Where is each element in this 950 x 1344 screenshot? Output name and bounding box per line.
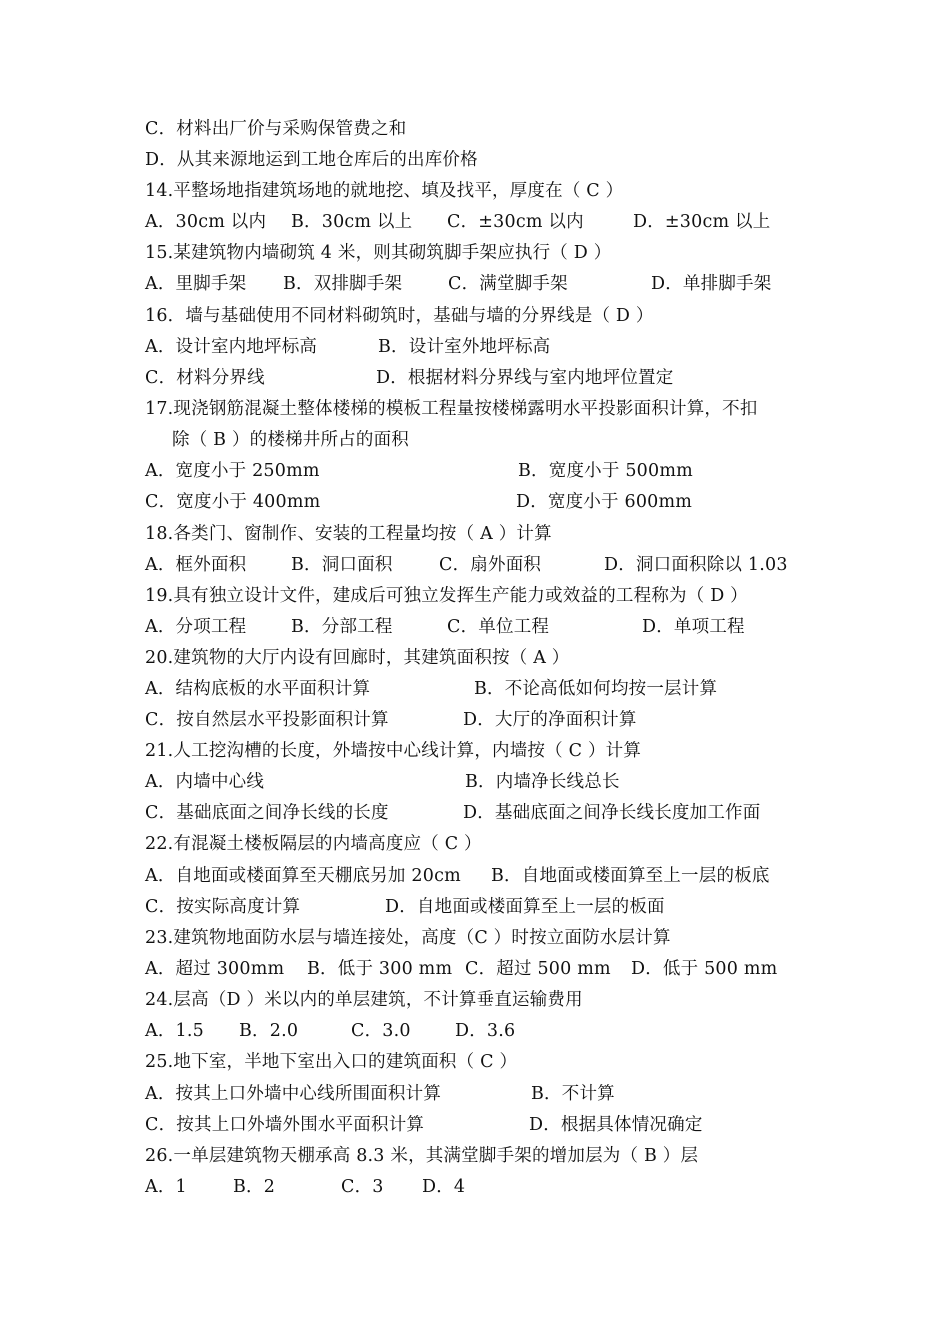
option-b: B．宽度小于 500mm	[518, 461, 693, 481]
option-d: D．单排脚手架	[651, 274, 772, 294]
question-line	[145, 582, 748, 610]
option-c: C．按自然层水平投影面积计算	[145, 710, 389, 730]
option-b: B．2.0	[239, 1021, 299, 1041]
option-d: D．自地面或楼面算至上一层的板面	[385, 897, 665, 917]
question-line	[145, 1048, 517, 1076]
option-a: A．按其上口外墙中心线所围面积计算	[145, 1084, 442, 1104]
option-c: C．单位工程	[447, 617, 550, 637]
question-line	[145, 177, 623, 205]
option-c: C．基础底面之间净长线的长度	[145, 803, 389, 823]
question-line	[145, 737, 641, 765]
option-d: D．根据具体情况确定	[529, 1115, 703, 1135]
text-line	[145, 115, 406, 143]
option-c: C．扇外面积	[439, 555, 542, 575]
option-a: A．里脚手架	[145, 274, 247, 294]
option-a: A．结构底板的水平面积计算	[145, 679, 371, 699]
option-b: B．分部工程	[291, 617, 393, 637]
question-line	[145, 924, 671, 952]
option-c: C．超过 500 mm	[465, 959, 611, 979]
question-text: 24.层高（D ）米以内的单层建筑，不计算垂直运输费用	[145, 990, 583, 1010]
question-line	[145, 1142, 698, 1170]
question-text: 25.地下室，半地下室出入口的建筑面积（ C ）	[145, 1052, 518, 1072]
option-b: B．不论高低如何均按一层计算	[474, 679, 718, 699]
question-line	[145, 239, 611, 267]
question-text: 18.各类门、窗制作、安装的工程量均按（ A ）计算	[145, 524, 552, 544]
option-c: C．满堂脚手架	[448, 274, 568, 294]
option-d: D．大厅的净面积计算	[463, 710, 637, 730]
option-c: C．按其上口外墙外围水平面积计算	[145, 1115, 425, 1135]
option-b: B．低于 300 mm	[307, 959, 453, 979]
option-a: A．1	[145, 1177, 187, 1197]
question-text: 22.有混凝土楼板隔层的内墙高度应（ C ）	[145, 834, 482, 854]
option-a: A．设计室内地坪标高	[145, 337, 318, 357]
option-c: C．±30cm 以内	[447, 212, 584, 232]
option-d: D．低于 500 mm	[631, 959, 778, 979]
question-text: 17.现浇钢筋混凝土整体楼梯的模板工程量按楼梯露明水平投影面积计算，不扣	[145, 399, 758, 419]
question-line	[145, 520, 552, 548]
option-a: A．框外面积	[145, 555, 247, 575]
question-text: 16．墙与基础使用不同材料砌筑时，基础与墙的分界线是（ D ）	[145, 306, 654, 326]
option-a: A．30cm 以内	[145, 212, 267, 232]
question-line	[145, 302, 654, 330]
text-line	[145, 146, 478, 174]
option-d: D．单项工程	[642, 617, 745, 637]
option-d: D．洞口面积除以 1.03	[604, 555, 788, 575]
question-line	[145, 395, 758, 423]
option-a: A．宽度小于 250mm	[145, 461, 320, 481]
option-b: B．双排脚手架	[283, 274, 403, 294]
option-c: C．材料分界线	[145, 368, 265, 388]
line-text: C．材料出厂价与采购保管费之和	[145, 119, 407, 139]
question-line	[145, 986, 583, 1014]
option-a: A．分项工程	[145, 617, 247, 637]
option-b: B．2	[233, 1177, 276, 1197]
option-b: B．自地面或楼面算至上一层的板底	[491, 866, 770, 886]
option-d: D．±30cm 以上	[633, 212, 771, 232]
question-line	[145, 830, 482, 858]
option-c: C．按实际高度计算	[145, 897, 301, 917]
option-d: D．根据材料分界线与室内地坪位置定	[376, 368, 674, 388]
question-continuation	[172, 426, 409, 454]
option-c: C．3.0	[351, 1021, 411, 1041]
question-text: 14.平整场地指建筑场地的就地挖、填及找平，厚度在（ C ）	[145, 181, 624, 201]
option-b: B．30cm 以上	[291, 212, 413, 232]
option-d: D．3.6	[455, 1021, 516, 1041]
option-c: C．宽度小于 400mm	[145, 492, 321, 512]
option-d: D．4	[422, 1177, 466, 1197]
option-a: A．内墙中心线	[145, 772, 265, 792]
option-b: B．内墙净长线总长	[465, 772, 620, 792]
option-a: A．自地面或楼面算至天棚底另加 20cm	[145, 866, 461, 886]
option-a: A．超过 300mm	[145, 959, 285, 979]
question-line	[145, 644, 570, 672]
option-b: B．设计室外地坪标高	[378, 337, 551, 357]
option-d: D．宽度小于 600mm	[516, 492, 693, 512]
question-text: 除（ B ）的楼梯井所占的面积	[172, 430, 409, 450]
option-d: D．基础底面之间净长线长度加工作面	[463, 803, 761, 823]
line-text: D．从其来源地运到工地仓库后的出库价格	[145, 150, 478, 170]
question-text: 19.具有独立设计文件，建成后可独立发挥生产能力或效益的工程称为（ D ）	[145, 586, 748, 606]
option-c: C．3	[341, 1177, 384, 1197]
question-text: 26.一单层建筑物天棚承高 8.3 米，其满堂脚手架的增加层为（ B ）层	[145, 1146, 699, 1166]
question-text: 15.某建筑物内墙砌筑 4 米，则其砌筑脚手架应执行（ D ）	[145, 243, 612, 263]
question-text: 23.建筑物地面防水层与墙连接处，高度（C ）时按立面防水层计算	[145, 928, 671, 948]
option-b: B．洞口面积	[291, 555, 393, 575]
option-b: B．不计算	[531, 1084, 615, 1104]
question-text: 21.人工挖沟槽的长度，外墙按中心线计算，内墙按（ C ）计算	[145, 741, 642, 761]
question-text: 20.建筑物的大厅内设有回廊时，其建筑面积按（ A ）	[145, 648, 570, 668]
option-a: A．1.5	[145, 1021, 204, 1041]
